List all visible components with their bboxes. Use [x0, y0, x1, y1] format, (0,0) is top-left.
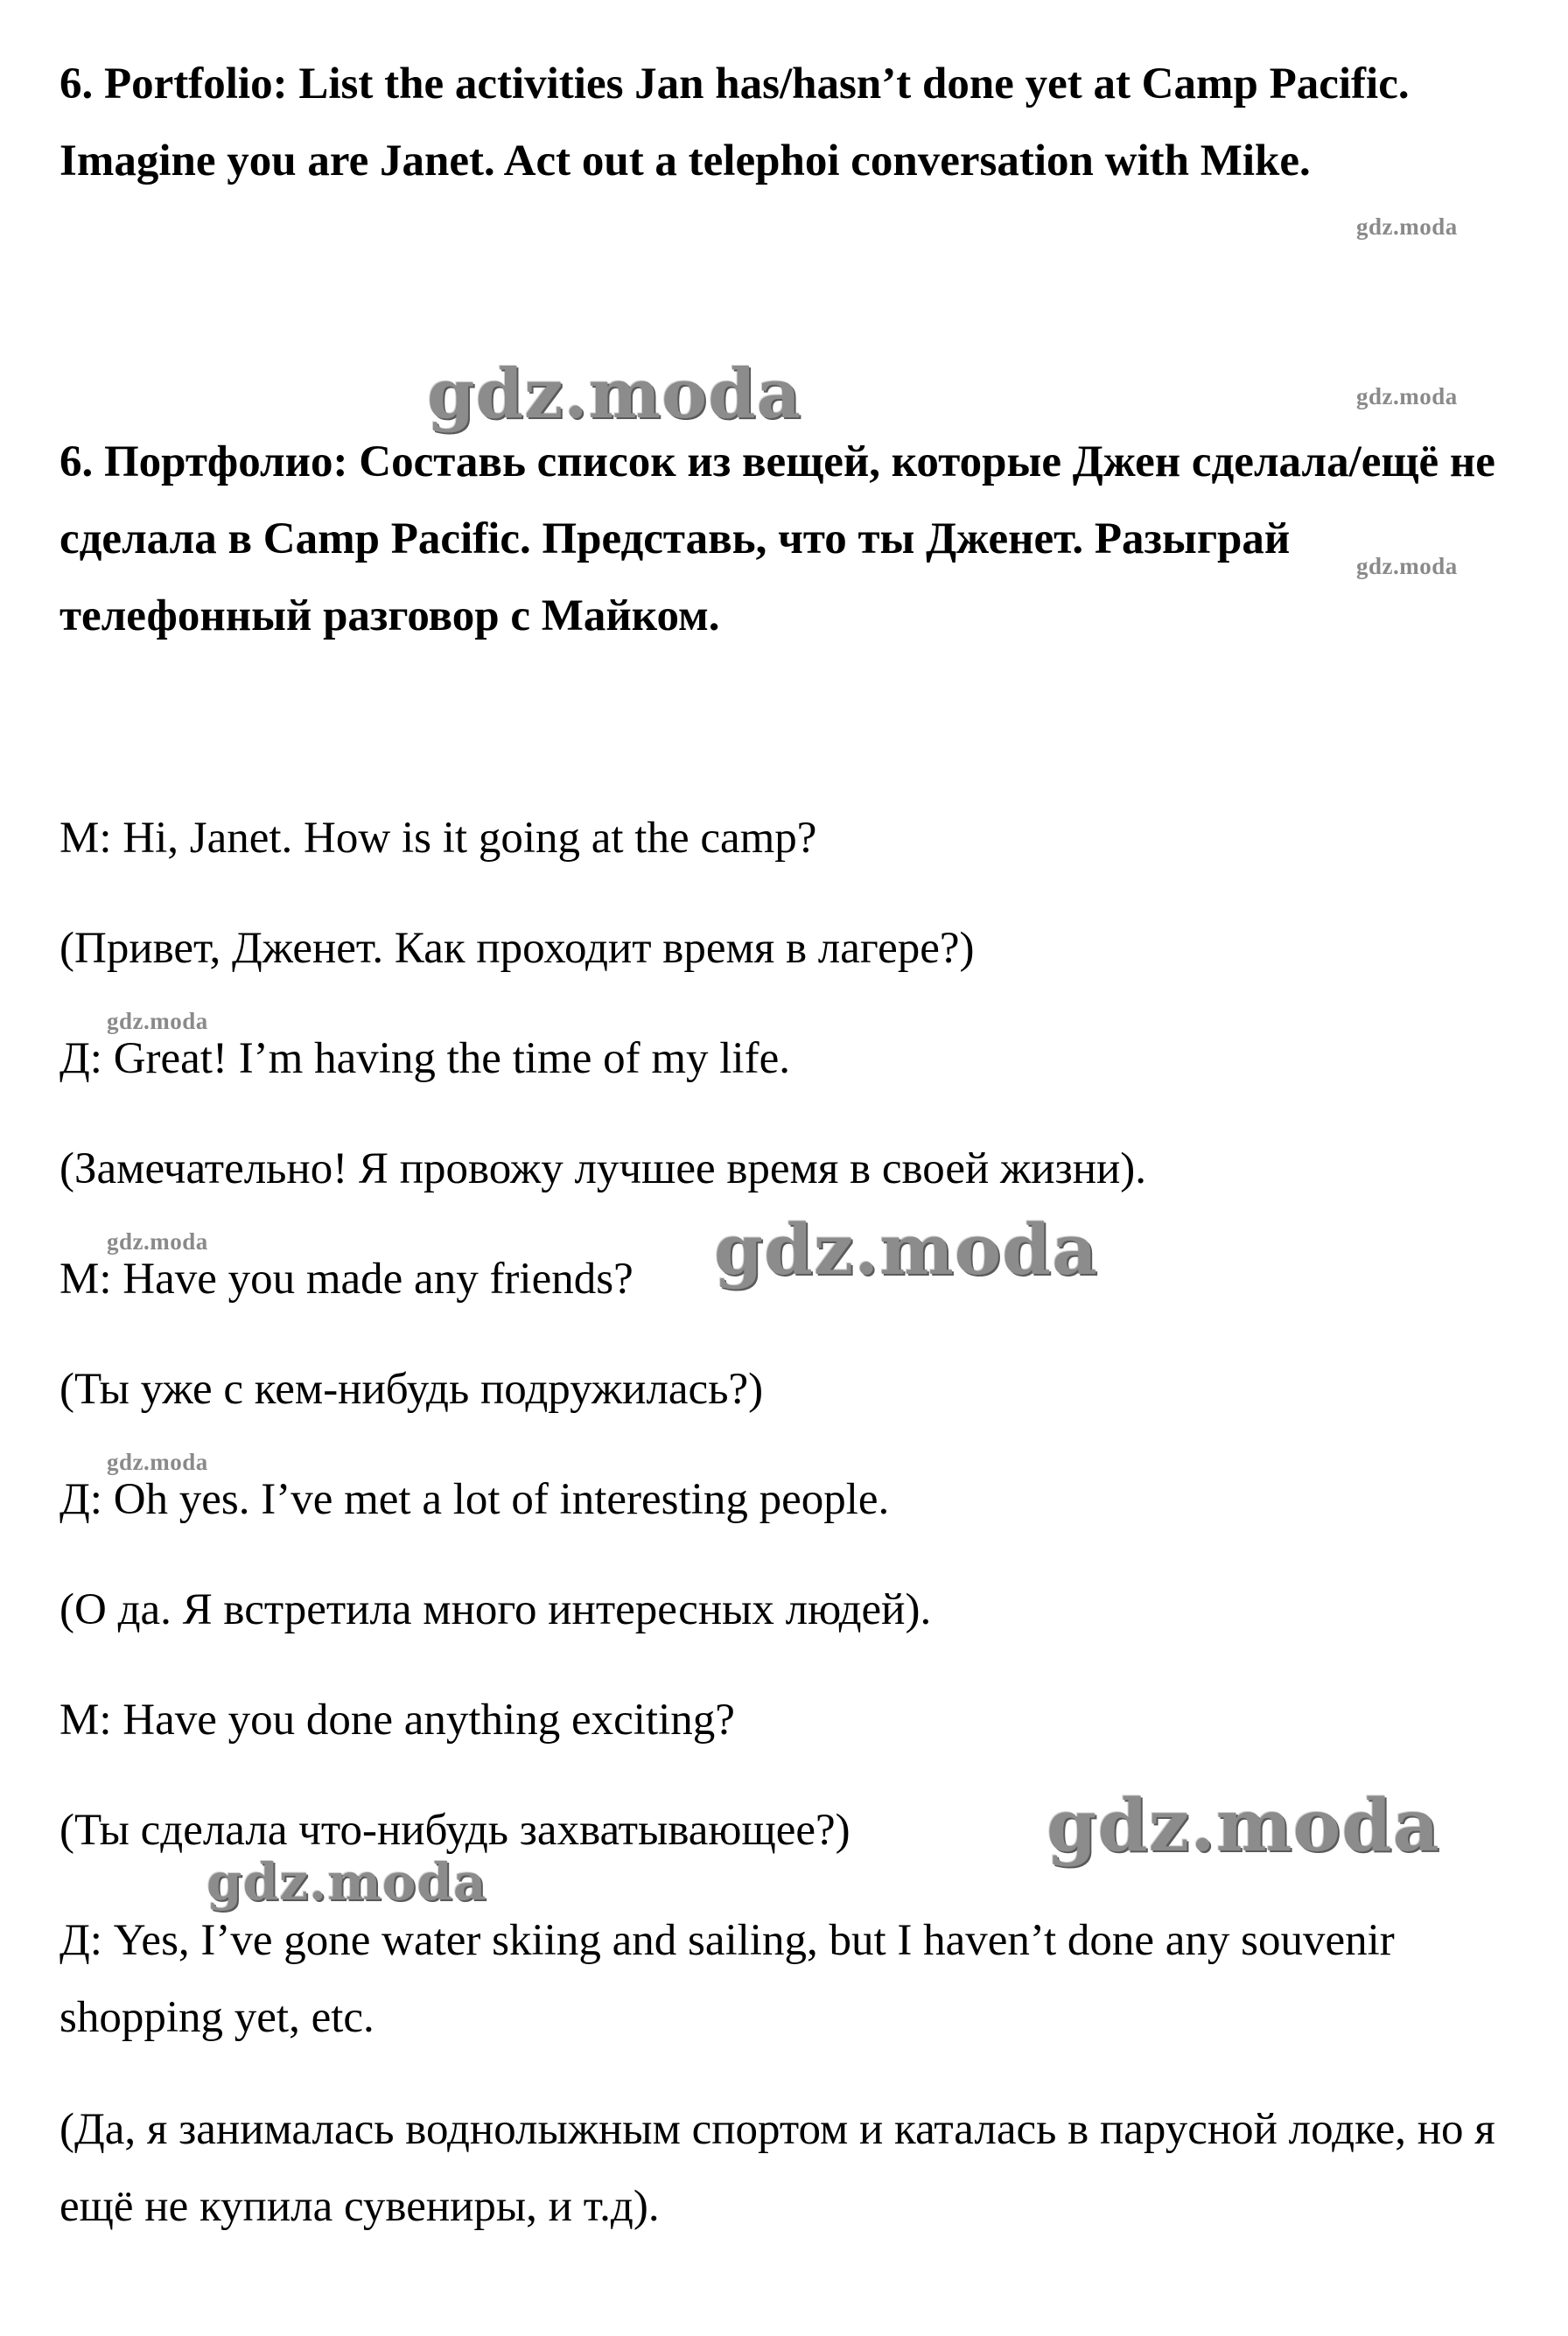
dialogue-line: (Ты уже с кем-нибудь подружилась?) — [60, 1365, 764, 1414]
task-title-english: 6. Portfolio: List the activities Jan has/hasn’t done yet at Camp Pacific. Imagine you are Janet. Act out a telephoi conversation with Mike. — [60, 59, 1410, 185]
dialogue-line: Д: Yes, I’ve gone water skiing and sailing, but I haven’t done any souvenir shopping yet, etc. — [60, 1916, 1395, 2042]
dialogue-line: (Да, я занималась воднолыжным спортом и каталась в парусной лодке, но я ещё не купила сувениры, и т.д). — [60, 2105, 1495, 2231]
watermark-small: gdz.moda — [1356, 553, 1458, 579]
watermark-large: gdz.moda — [714, 1208, 1098, 1290]
dialogue-line: M: Have you made any friends? — [60, 1255, 634, 1304]
watermark-small: gdz.moda — [107, 1449, 208, 1475]
dialogue-line: (Привет, Дженет. Как проходит время в лагере?) — [60, 924, 975, 973]
dialogue-line: (О да. Я встретила много интересных людей). — [60, 1585, 932, 1634]
watermark-large: gdz.moda — [427, 354, 802, 434]
dialogue-line: (Ты сделала что-нибудь захватывающее?) — [60, 1806, 850, 1855]
watermark-large: gdz.moda — [1046, 1784, 1440, 1868]
watermark-small: gdz.moda — [107, 1228, 208, 1255]
watermark-small: gdz.moda — [1356, 383, 1458, 409]
dialogue-line: M: Hi, Janet. How is it going at the camp? — [60, 814, 817, 863]
watermark-large: gdz.moda — [206, 1852, 487, 1912]
watermark-small: gdz.moda — [107, 1008, 208, 1034]
dialogue-line: (Замечательно! Я провожу лучшее время в своей жизни). — [60, 1144, 1147, 1193]
watermark-small: gdz.moda — [1356, 213, 1458, 240]
task-title-russian: 6. Портфолио: Составь список из вещей, которые Джен сделала/ещё не сделала в Camp Pacific. Представь, что ты Дженет. Разыграй телефонный разговор с Майком. — [60, 437, 1495, 640]
dialogue-line: Д: Oh yes. I’ve met a lot of interesting people. — [60, 1475, 890, 1524]
dialogue-line: M: Have you done anything exciting? — [60, 1696, 735, 1745]
dialogue-line: Д: Great! I’m having the time of my life. — [60, 1034, 790, 1083]
